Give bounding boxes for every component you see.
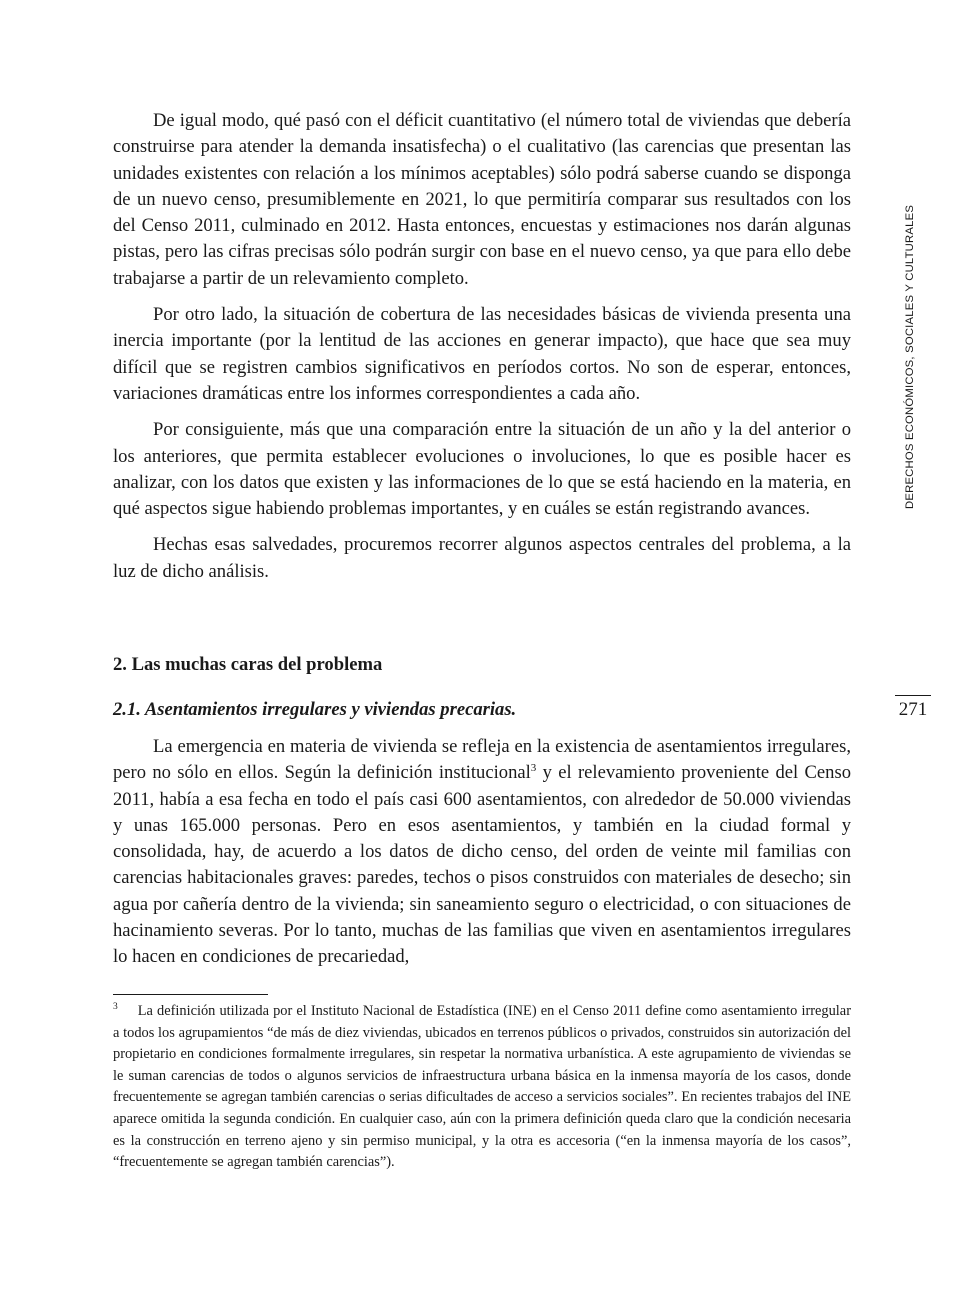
- section-heading: 2. Las muchas caras del problema: [113, 654, 383, 675]
- paragraph: [113, 734, 851, 971]
- paragraph-text: y el relevamiento proveniente del Censo 2011, había a esa fecha en todo el país casi 600 asentamientos, con alrededor de 50.000 viviendas y unas 165.000 personas. Pero en esos asentamientos, y también en la ciudad formal y consolidada, hay, de acuerdo a los datos de dicho censo, del orden de veinte mil familias con carencias habitacionales graves: paredes, techos o pisos construidos con materiales de desecho; sin agua por cañería dentro de la vivienda; sin saneamiento seguro o electricidad, o con situaciones de hacinamiento severas. Por lo tanto, muchas de las familias que viven en asentamientos irregulares lo hacen en condiciones de precariedad,: [113, 762, 851, 968]
- page-number: 271: [898, 699, 928, 720]
- section-body: [113, 734, 851, 971]
- paragraph-text: La emergencia en materia de vivienda se refleja en la existencia de asentamientos irregulares, pero no sólo en ellos. Según la definición institucional: [113, 736, 851, 784]
- footnote-mark: 3: [113, 1002, 118, 1013]
- running-head: DERECHOS ECONÓMICOS, SOCIALES Y CULTURALES: [904, 204, 916, 509]
- footnote-reference: 3: [530, 762, 537, 775]
- paragraph: De igual modo, qué pasó con el déficit cuantitativo (el número total de viviendas que debería construirse para atender la demanda insatisfecha) o el cualitativo (las carencias que presentan las unidades existentes con relación a los mínimos aceptables) sólo podrá saberse cuando se disponga de un nuevo censo, presumiblemente en 2021, lo que permitiría comparar sus resultados con los del Censo 2011, culminado en 2012. Hasta entonces, encuestas y estimaciones nos darán algunas pistas, pero las cifras precisas sólo podrán surgir con base en el nuevo censo, ya que para ello debe trabajarse a partir de un relevamiento completo.: [113, 110, 851, 289]
- paragraph: Por consiguiente, más que una comparación entre la situación de un año y la del anterior o los anteriores, que permita establecer evoluciones o involuciones, lo que es posible hacer es analizar, con los datos que existen y las informaciones de lo que se está haciendo en la materia, en qué aspectos sigue habiendo problemas importantes, y en cuáles se están registrando avances.: [113, 419, 851, 520]
- footnote-separator: [113, 994, 268, 995]
- page-number-rule: [895, 695, 931, 696]
- paragraph: Por otro lado, la situación de cobertura de las necesidades básicas de vivienda presenta una inercia importante (por la lentitud de las acciones en generar impacto), que hace que sea muy difícil que se registren cambios significativos en períodos cortos. No son de esperar, entonces, variaciones dramáticas entre los informes correspondientes a cada año.: [113, 304, 851, 404]
- footnote-text: La definición utilizada por el Instituto Nacional de Estadística (INE) en el Censo 2011 define como asentamiento irregular a todos los agrupamientos “de más de diez viviendas, ubicados en terrenos públicos o privados, construidos sin autorización del propietario en condiciones formalmente irregulares, sin respetar la normativa urbanística. A este agrupamiento de viviendas se le suman carencias de todos o algunos servicios de infraestructura urbana básica en la inmensa mayoría de los casos, donde frecuentemente se agregan también carencias o serias dificultades de acceso a servicios sociales”. En recientes trabajos del INE aparece omitida la segunda condición. En cualquier caso, aún con la primera definición queda claro que la condición necesaria es la construcción en terreno ajeno y sin permiso municipal, y la otra es accesoria (“en la inmensa mayoría de los casos”, “frecuentemente se agregan también carencias”).: [113, 1003, 851, 1171]
- subsection-heading: 2.1. Asentamientos irregulares y viviendas precarias.: [113, 699, 517, 720]
- footnote: [113, 1001, 851, 1174]
- body-text: [113, 108, 851, 585]
- paragraph: Hechas esas salvedades, procuremos recorrer algunos aspectos centrales del problema, a la luz de dicho análisis.: [113, 534, 851, 582]
